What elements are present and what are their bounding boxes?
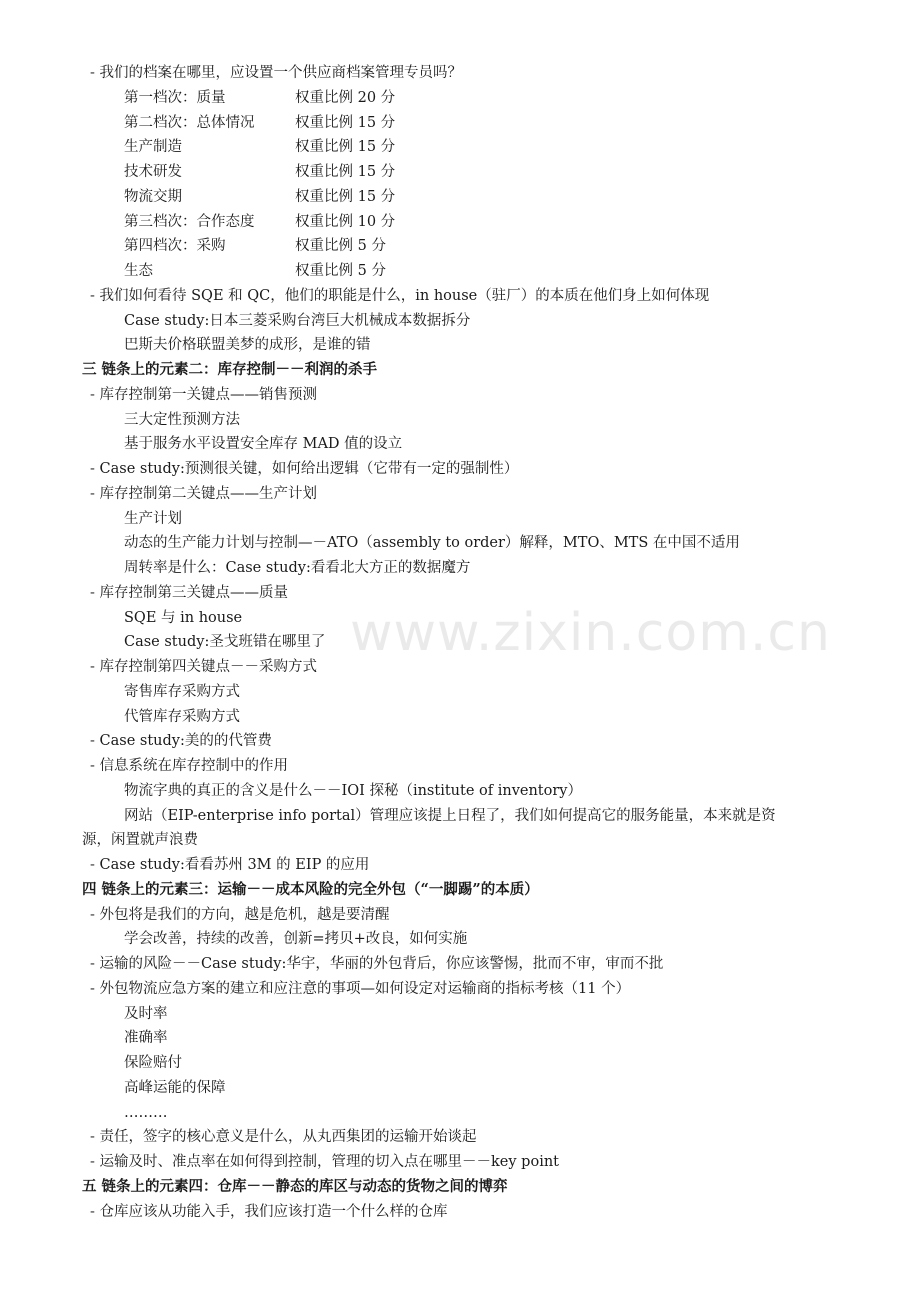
weight-label: 生态 — [124, 263, 153, 279]
bullet-dash: - — [90, 386, 100, 403]
watermark: www.zixin.com.cn — [350, 603, 831, 663]
bullet-dash: - — [90, 659, 100, 675]
bullet-item — [0, 729, 920, 754]
weight-label: 物流交期 — [124, 188, 182, 205]
sub-item: 动态的生产能力计划与控制—－ATO（assembly to order）解释，MTO、MTS 在中国不适用 — [124, 535, 740, 552]
sub-item: 准确率 — [124, 1030, 168, 1047]
section-heading: 三 链条上的元素二：库存控制－－利润的杀手 — [82, 361, 378, 378]
bullet-item — [0, 1150, 920, 1175]
weight-row — [0, 111, 920, 136]
weight-value: 权重比例 15 分 — [295, 164, 396, 180]
weight-row — [0, 135, 920, 160]
bullet-dash: - — [90, 956, 100, 972]
sub-item: 巴斯夫价格联盟美梦的成形，是谁的错 — [124, 337, 371, 354]
sub-item: 高峰运能的保障 — [124, 1079, 226, 1096]
sub-item: 网站（EIP-enterprise info portal）管理应该提上日程了，我们如何提高它的服务能量，本来就是资 — [124, 807, 776, 824]
bullet-dash: - — [90, 906, 100, 923]
bullet-item — [0, 457, 920, 482]
sub-item: SQE 与 in house — [124, 609, 243, 626]
weight-row — [0, 160, 920, 185]
bullet-item — [0, 383, 920, 408]
bullet-text: 库存控制第四关键点－－采购方式 — [99, 659, 318, 675]
section-heading: 四 链条上的元素三：运输－－成本风险的完全外包（“一脚踢”的本质） — [82, 880, 539, 898]
section-heading: 五 链条上的元素四：仓库－－静态的库区与动态的货物之间的博弈 — [82, 1177, 508, 1195]
weight-row — [0, 259, 920, 284]
bullet-text: 责任，签字的核心意义是什么，从丸西集团的运输开始谈起 — [99, 1129, 477, 1146]
weight-value: 权重比例 15 分 — [295, 188, 396, 205]
bullet-item — [0, 482, 920, 507]
bullet-text: 信息系统在库存控制中的作用 — [99, 758, 289, 774]
bullet-item — [0, 952, 920, 977]
bullet-dash: - — [90, 65, 100, 81]
bullet-text: 运输的风险－－Case study:华宇，华丽的外包背后，你应该警惕，批而不审，审而不批 — [99, 956, 664, 972]
weight-label: 第一档次：质量 — [124, 89, 226, 106]
bullet-text: Case study:看看苏州 3M 的 EIP 的应用 — [99, 857, 370, 873]
weight-label: 第二档次：总体情况 — [124, 114, 255, 131]
bullet-dash: - — [90, 1154, 100, 1170]
weight-label: 生产制造 — [124, 139, 182, 156]
weight-row — [0, 234, 920, 259]
bullet-dash: - — [90, 461, 100, 477]
sub-item: 代管库存采购方式 — [124, 708, 240, 725]
weight-value: 权重比例 10 分 — [295, 213, 396, 230]
weight-row — [0, 185, 920, 210]
continuation-line: 源，闲置就声浪费 — [82, 832, 198, 849]
bullet-dash: - — [90, 758, 100, 774]
sub-item: 保险赔付 — [124, 1055, 182, 1071]
bullet-item — [0, 284, 920, 309]
bullet-text: 我们的档案在哪里，应设置一个供应商档案管理专员吗？ — [99, 65, 463, 81]
bullet-item — [0, 853, 920, 878]
weight-value: 权重比例 5 分 — [295, 263, 386, 279]
bullet-dash: - — [90, 485, 100, 502]
bullet-item — [0, 977, 920, 1002]
bullet-item — [0, 61, 920, 86]
weight-label: 第三档次：合作态度 — [124, 213, 255, 230]
bullet-item — [0, 754, 920, 779]
bullet-dash: - — [90, 1129, 100, 1146]
weight-value: 权重比例 15 分 — [295, 114, 396, 131]
sub-item: 及时率 — [124, 1005, 168, 1022]
bullet-text: 库存控制第三关键点——质量 — [99, 584, 289, 601]
bullet-item — [0, 655, 920, 680]
sub-item: 基于服务水平设置安全库存 MAD 值的设立 — [124, 436, 403, 453]
weight-row — [0, 86, 920, 111]
bullet-text: 库存控制第二关键点——生产计划 — [99, 485, 318, 502]
sub-item: Case study:圣戈班错在哪里了 — [124, 634, 326, 651]
weight-value: 权重比例 20 分 — [295, 89, 396, 106]
bullet-text: 仓库应该从功能入手，我们应该打造一个什么样的仓库 — [99, 1203, 448, 1220]
bullet-text: Case study:美的的代管费 — [99, 733, 272, 750]
bullet-text: 我们如何看待 SQE 和 QC，他们的职能是什么，in house（驻厂）的本质在他们身上如何体现 — [99, 287, 710, 304]
bullet-dash: - — [90, 857, 100, 873]
sub-item: 物流字典的真正的含义是什么－－IOI 探秘（institute of inventory） — [124, 782, 582, 799]
bullet-dash: - — [90, 733, 100, 750]
bullet-dash: - — [90, 1203, 100, 1220]
bullet-item — [0, 903, 920, 928]
weight-row — [0, 210, 920, 235]
sub-item: 三大定性预测方法 — [124, 411, 240, 428]
sub-item: 寄售库存采购方式 — [124, 683, 240, 700]
bullet-text: 运输及时、准点率在如何得到控制，管理的切入点在哪里－－key point — [99, 1154, 559, 1170]
bullet-text: 库存控制第一关键点——销售预测 — [99, 386, 318, 403]
bullet-text: 外包物流应急方案的建立和应注意的事项—如何设定对运输商的指标考核（11 个） — [99, 980, 631, 997]
weight-value: 权重比例 15 分 — [295, 139, 396, 156]
bullet-text: 外包将是我们的方向，越是危机，越是要清醒 — [99, 906, 390, 923]
weight-value: 权重比例 5 分 — [295, 238, 386, 255]
bullet-dash: - — [90, 287, 100, 304]
sub-item: ……… — [124, 1104, 168, 1121]
weight-label: 第四档次：采购 — [124, 238, 226, 255]
bullet-item — [0, 1200, 920, 1225]
bullet-dash: - — [90, 584, 100, 601]
bullet-text: Case study:预测很关键，如何给出逻辑（它带有一定的强制性） — [99, 461, 519, 477]
sub-item: 生产计划 — [124, 510, 182, 527]
bullet-item — [0, 1125, 920, 1150]
sub-item: 周转率是什么：Case study:看看北大方正的数据魔方 — [124, 560, 471, 576]
bullet-dash: - — [90, 980, 100, 997]
bullet-item — [0, 581, 920, 606]
sub-item: Case study:日本三菱采购台湾巨大机械成本数据拆分 — [124, 312, 471, 329]
weight-label: 技术研发 — [124, 164, 182, 180]
sub-item: 学会改善，持续的改善，创新=拷贝+改良，如何实施 — [124, 931, 468, 948]
